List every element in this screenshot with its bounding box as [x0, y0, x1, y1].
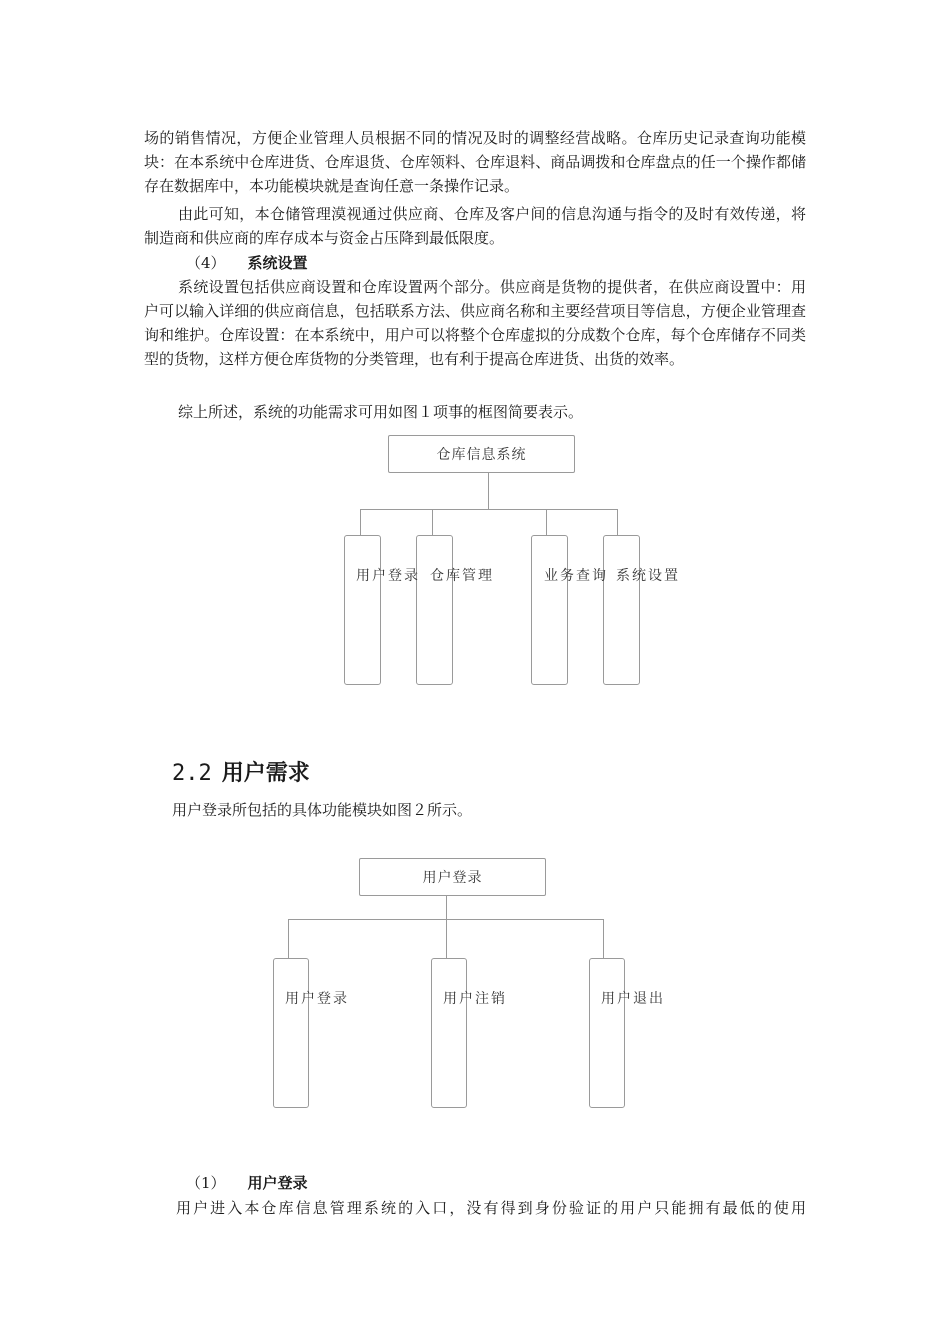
diagram2-leaf-label-logout: 用户注销	[443, 991, 507, 1007]
diagram2-leaf-label-login: 用户登录	[285, 991, 349, 1007]
paragraph-figure1-intro: 综上所述，系统的功能需求可用如图１项事的框图简要表示。	[178, 403, 584, 421]
paragraph-figure2-intro: 用户登录所包括的具体功能模块如图２所示。	[172, 801, 473, 819]
paragraph-user-login-desc: 用户进入本仓库信息管理系统的入口，没有得到身份验证的用户只能拥有最低的使用	[176, 1199, 806, 1217]
diagram2-root-box	[359, 858, 546, 896]
diagram1-branch-line	[546, 509, 547, 535]
section-title: 用户需求	[221, 761, 310, 786]
diagram2-branch-line	[446, 919, 447, 958]
diagram1-leaf-clip	[544, 567, 608, 587]
diagram2-branch-line	[603, 919, 604, 958]
subsection-1-heading	[186, 1172, 308, 1194]
diagram2-trunk-line	[446, 896, 447, 919]
diagram2-branch-line	[288, 919, 289, 958]
diagram2-leaf-box	[273, 958, 309, 1108]
diagram1-branch-line	[432, 509, 433, 535]
diagram1-leaf-box	[531, 535, 568, 685]
diagram1-leaf-label-user-login: 用户登录	[356, 568, 420, 584]
diagram1-leaf-box	[416, 535, 453, 685]
diagram2-leaf-box	[589, 958, 625, 1108]
diagram1-leaf-label-warehouse-mgmt: 仓库管理	[430, 568, 494, 584]
diagram1-leaf-box	[603, 535, 640, 685]
section-number: 2.2	[172, 761, 212, 786]
diagram1-leaf-box	[344, 535, 381, 685]
subsection-4-title: 系统设置	[247, 254, 308, 272]
diagram1-leaf-clip	[356, 567, 420, 587]
subsection-1-title: 用户登录	[247, 1174, 308, 1192]
subsection-1-number: （1）	[186, 1174, 226, 1192]
section-heading	[172, 758, 310, 790]
diagram2-leaf-label-exit: 用户退出	[601, 991, 665, 1007]
paragraph-history-query: 场的销售情况，方便企业管理人员根据不同的情况及时的调整经营战略。仓库历史记录查询功能模块：在本系统中仓库进货、仓库退货、仓库领料、仓库退料、商品调拨和仓库盘点的任一个操作都储存在数据库中，本功能模块就是查询任意一条操作记录。	[144, 129, 806, 195]
diagram2-leaf-box	[431, 958, 467, 1108]
diagram1-branch-line	[360, 509, 361, 535]
paragraph-system-settings: 系统设置包括供应商设置和仓库设置两个部分。供应商是货物的提供者，在供应商设置中：用户可以输入详细的供应商信息，包括联系方法、供应商名称和主要经营项目等信息，方便企业管理查询和维护。仓库设置：在本系统中，用户可以将整个仓库虚拟的分成数个仓库，每个仓库储存不同类型的货物，这样方便仓库货物的分类管理，也有利于提高仓库进货、出货的效率。	[144, 278, 806, 368]
diagram1-root-label: 仓库信息系统	[436, 447, 527, 463]
diagram1-bus-line	[360, 509, 618, 510]
diagram1-leaf-label-business-query: 业务查询	[544, 568, 608, 584]
diagram2-root-label: 用户登录	[422, 870, 483, 886]
diagram1-branch-line	[617, 509, 618, 535]
paragraph-summary: 由此可知，本仓储管理漠视通过供应商、仓库及客户间的信息沟通与指令的及时有效传递，将制造商和供应商的库存成本与资金占压降到最低限度。	[144, 205, 806, 247]
diagram1-trunk-line	[488, 473, 489, 509]
subsection-4-number: （4）	[186, 254, 226, 272]
diagram1-leaf-label-system-settings: 系统设置	[616, 568, 680, 584]
diagram1-root-box	[388, 435, 575, 473]
subsection-4-heading	[186, 252, 308, 274]
